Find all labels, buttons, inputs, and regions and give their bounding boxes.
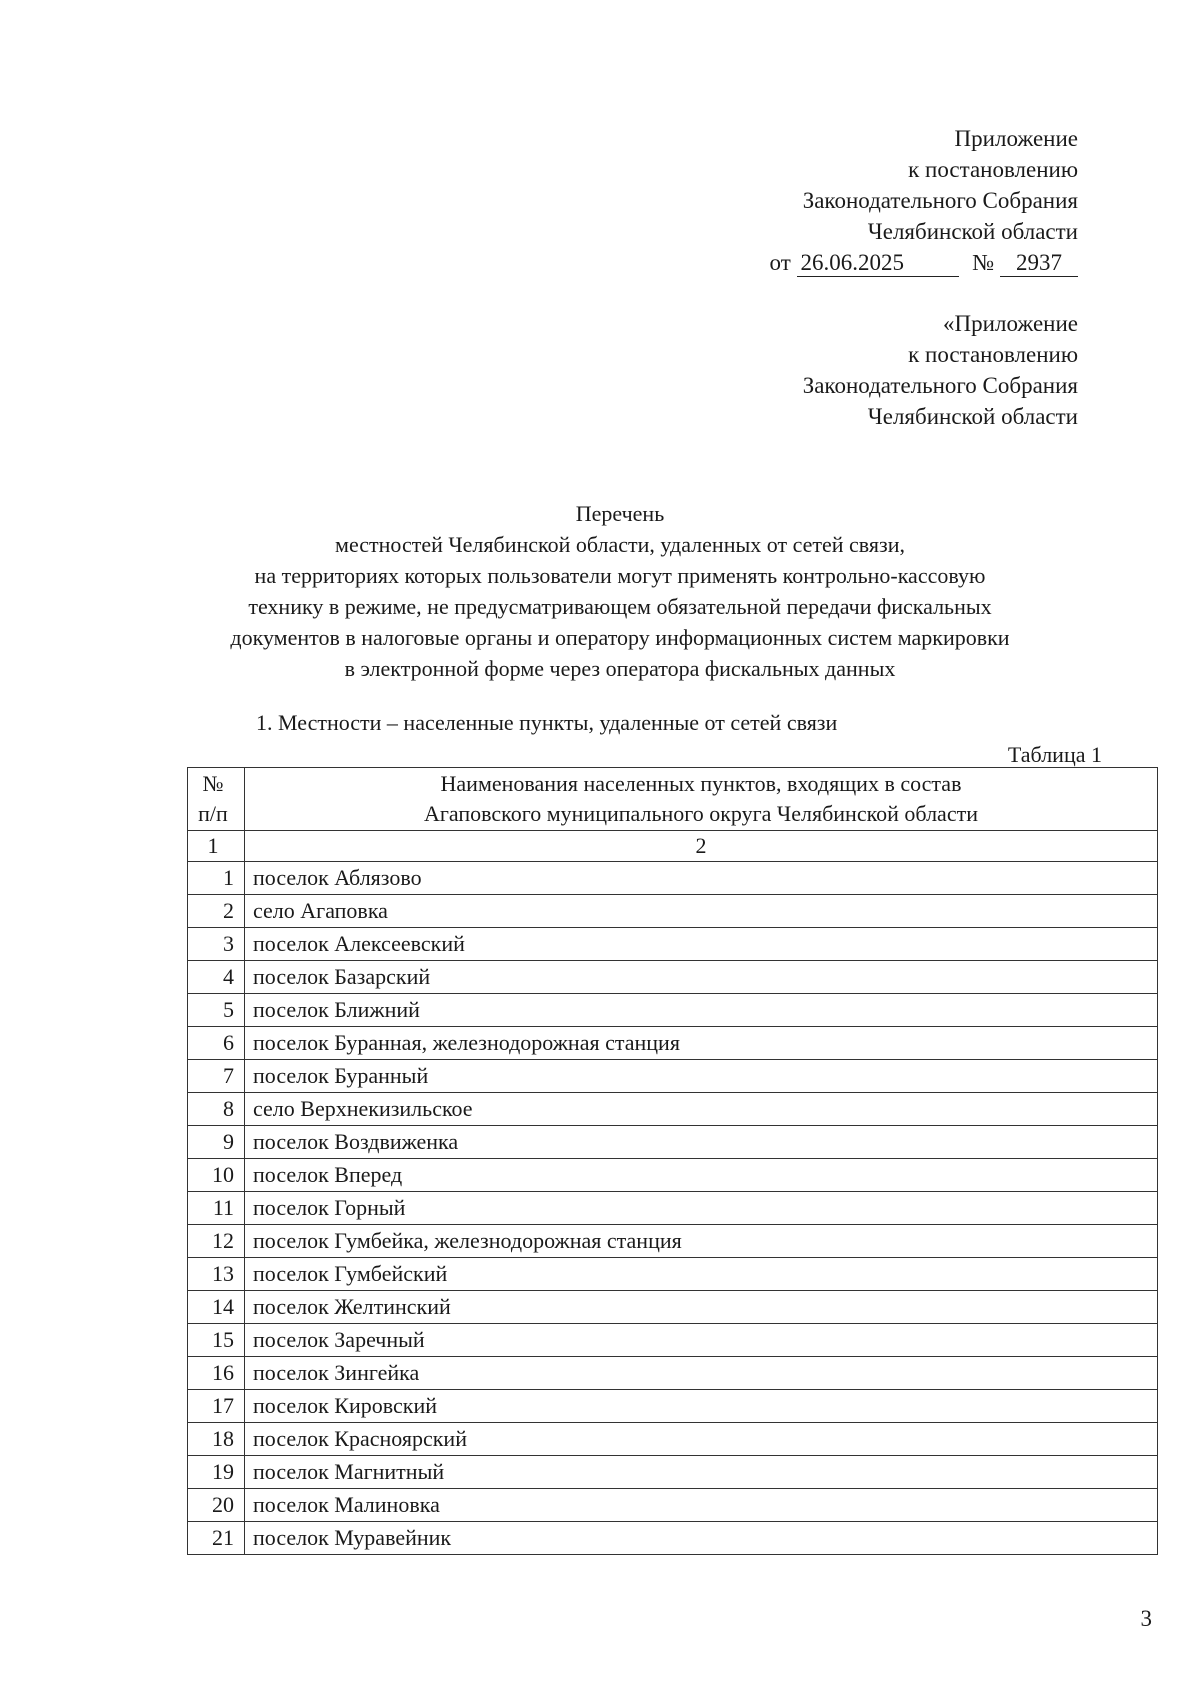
table-row (188, 1423, 1158, 1456)
table-row (188, 1126, 1158, 1159)
table-row (188, 862, 1158, 895)
header-name-line: Наименования населенных пунктов, входящих в состав (440, 771, 962, 796)
appendix-date-line (770, 247, 1078, 278)
settlement-name-cell: поселок Аблязово (245, 862, 1158, 895)
appendix-line: Законодательного Собрания (802, 188, 1078, 213)
settlement-name-cell: поселок Гумбейка, железнодорожная станция (245, 1225, 1158, 1258)
row-number-cell: 20 (188, 1489, 245, 1522)
column-number-row (188, 831, 1158, 862)
number-sign: № (972, 250, 995, 275)
appendix-block (770, 123, 1078, 278)
row-number-cell: 19 (188, 1456, 245, 1489)
title-line: технику в режиме, не предусматривающем обязательной передачи фискальных (248, 594, 992, 619)
settlement-name-cell: поселок Малиновка (245, 1489, 1158, 1522)
resolution-date: 26.06.2025 (797, 250, 959, 277)
section-heading: 1. Местности – населенные пункты, удаленные от сетей связи (256, 710, 838, 735)
settlement-name-cell: поселок Зингейка (245, 1357, 1158, 1390)
quoted-appendix-block (803, 308, 1078, 432)
table-row (188, 1258, 1158, 1291)
table-row (188, 1225, 1158, 1258)
header-num-cell (188, 768, 245, 831)
settlement-name-cell: поселок Гумбейский (245, 1258, 1158, 1291)
page-number: 3 (1140, 1606, 1152, 1631)
table-row (188, 1093, 1158, 1126)
row-number-cell: 15 (188, 1324, 245, 1357)
row-number-cell: 3 (188, 928, 245, 961)
table-row (188, 1522, 1158, 1555)
appendix-line: к постановлению (908, 342, 1078, 367)
title-line: документов в налоговые органы и оператору информационных систем маркировки (230, 625, 1010, 650)
settlement-name-cell: поселок Магнитный (245, 1456, 1158, 1489)
settlement-name-cell: поселок Вперед (245, 1159, 1158, 1192)
row-number-cell: 1 (188, 862, 245, 895)
date-prefix: от (769, 250, 791, 275)
appendix-line: Челябинской области (867, 404, 1078, 429)
table-row (188, 1027, 1158, 1060)
row-number-cell: 13 (188, 1258, 245, 1291)
table-row (188, 1192, 1158, 1225)
appendix-line: Законодательного Собрания (802, 373, 1078, 398)
table-row (188, 1324, 1158, 1357)
settlement-name-cell: село Верхнекизильское (245, 1093, 1158, 1126)
settlement-name-cell: поселок Красноярский (245, 1423, 1158, 1456)
row-number-cell: 7 (188, 1060, 245, 1093)
row-number-cell: 8 (188, 1093, 245, 1126)
header-num-line: № (202, 771, 224, 796)
settlement-name-cell: поселок Алексеевский (245, 928, 1158, 961)
table-row (188, 1489, 1158, 1522)
settlement-name-cell: поселок Горный (245, 1192, 1158, 1225)
title-line: на территориях которых пользователи могут применять контрольно-кассовую (254, 563, 986, 588)
resolution-number: 2937 (1000, 250, 1078, 277)
row-number-cell: 2 (188, 895, 245, 928)
table-row (188, 1357, 1158, 1390)
appendix-line: Приложение (954, 126, 1078, 151)
settlement-name-cell: село Агаповка (245, 895, 1158, 928)
row-number-cell: 4 (188, 961, 245, 994)
row-number-cell: 9 (188, 1126, 245, 1159)
row-number-cell: 14 (188, 1291, 245, 1324)
table-row (188, 1060, 1158, 1093)
header-num-line: п/п (198, 801, 228, 826)
row-number-cell: 17 (188, 1390, 245, 1423)
table-row (188, 928, 1158, 961)
settlement-name-cell: поселок Желтинский (245, 1291, 1158, 1324)
table-row (188, 1456, 1158, 1489)
header-name-cell (245, 768, 1158, 831)
table-row (188, 994, 1158, 1027)
appendix-line: Челябинской области (867, 219, 1078, 244)
table-caption: Таблица 1 (1007, 742, 1102, 767)
title-line: Перечень (575, 501, 665, 526)
appendix-line: «Приложение (943, 311, 1078, 336)
table-row (188, 961, 1158, 994)
settlement-name-cell: поселок Буранный (245, 1060, 1158, 1093)
settlement-name-cell: поселок Буранная, железнодорожная станция (245, 1027, 1158, 1060)
settlement-name-cell: поселок Заречный (245, 1324, 1158, 1357)
row-number-cell: 21 (188, 1522, 245, 1555)
title-line: местностей Челябинской области, удаленных от сетей связи, (335, 532, 905, 557)
settlement-name-cell: поселок Муравейник (245, 1522, 1158, 1555)
row-number-cell: 12 (188, 1225, 245, 1258)
row-number-cell: 10 (188, 1159, 245, 1192)
table-row (188, 1390, 1158, 1423)
row-number-cell: 18 (188, 1423, 245, 1456)
table-row (188, 1159, 1158, 1192)
settlement-name-cell: поселок Воздвиженка (245, 1126, 1158, 1159)
row-number-cell: 11 (188, 1192, 245, 1225)
settlement-name-cell: поселок Кировский (245, 1390, 1158, 1423)
title-line: в электронной форме через оператора фискальных данных (344, 656, 896, 681)
table-row (188, 1291, 1158, 1324)
header-name-line: Агаповского муниципального округа Челябинской области (424, 801, 978, 826)
settlement-name-cell: поселок Ближний (245, 994, 1158, 1027)
table-row (188, 895, 1158, 928)
row-number-cell: 6 (188, 1027, 245, 1060)
document-title (160, 498, 1080, 684)
row-number-cell: 5 (188, 994, 245, 1027)
table-header-row (188, 768, 1158, 831)
settlement-name-cell: поселок Базарский (245, 961, 1158, 994)
column-number-cell: 2 (245, 831, 1158, 862)
row-number-cell: 16 (188, 1357, 245, 1390)
appendix-line: к постановлению (908, 157, 1078, 182)
column-number-cell: 1 (188, 831, 245, 862)
locations-table (187, 767, 1158, 1555)
